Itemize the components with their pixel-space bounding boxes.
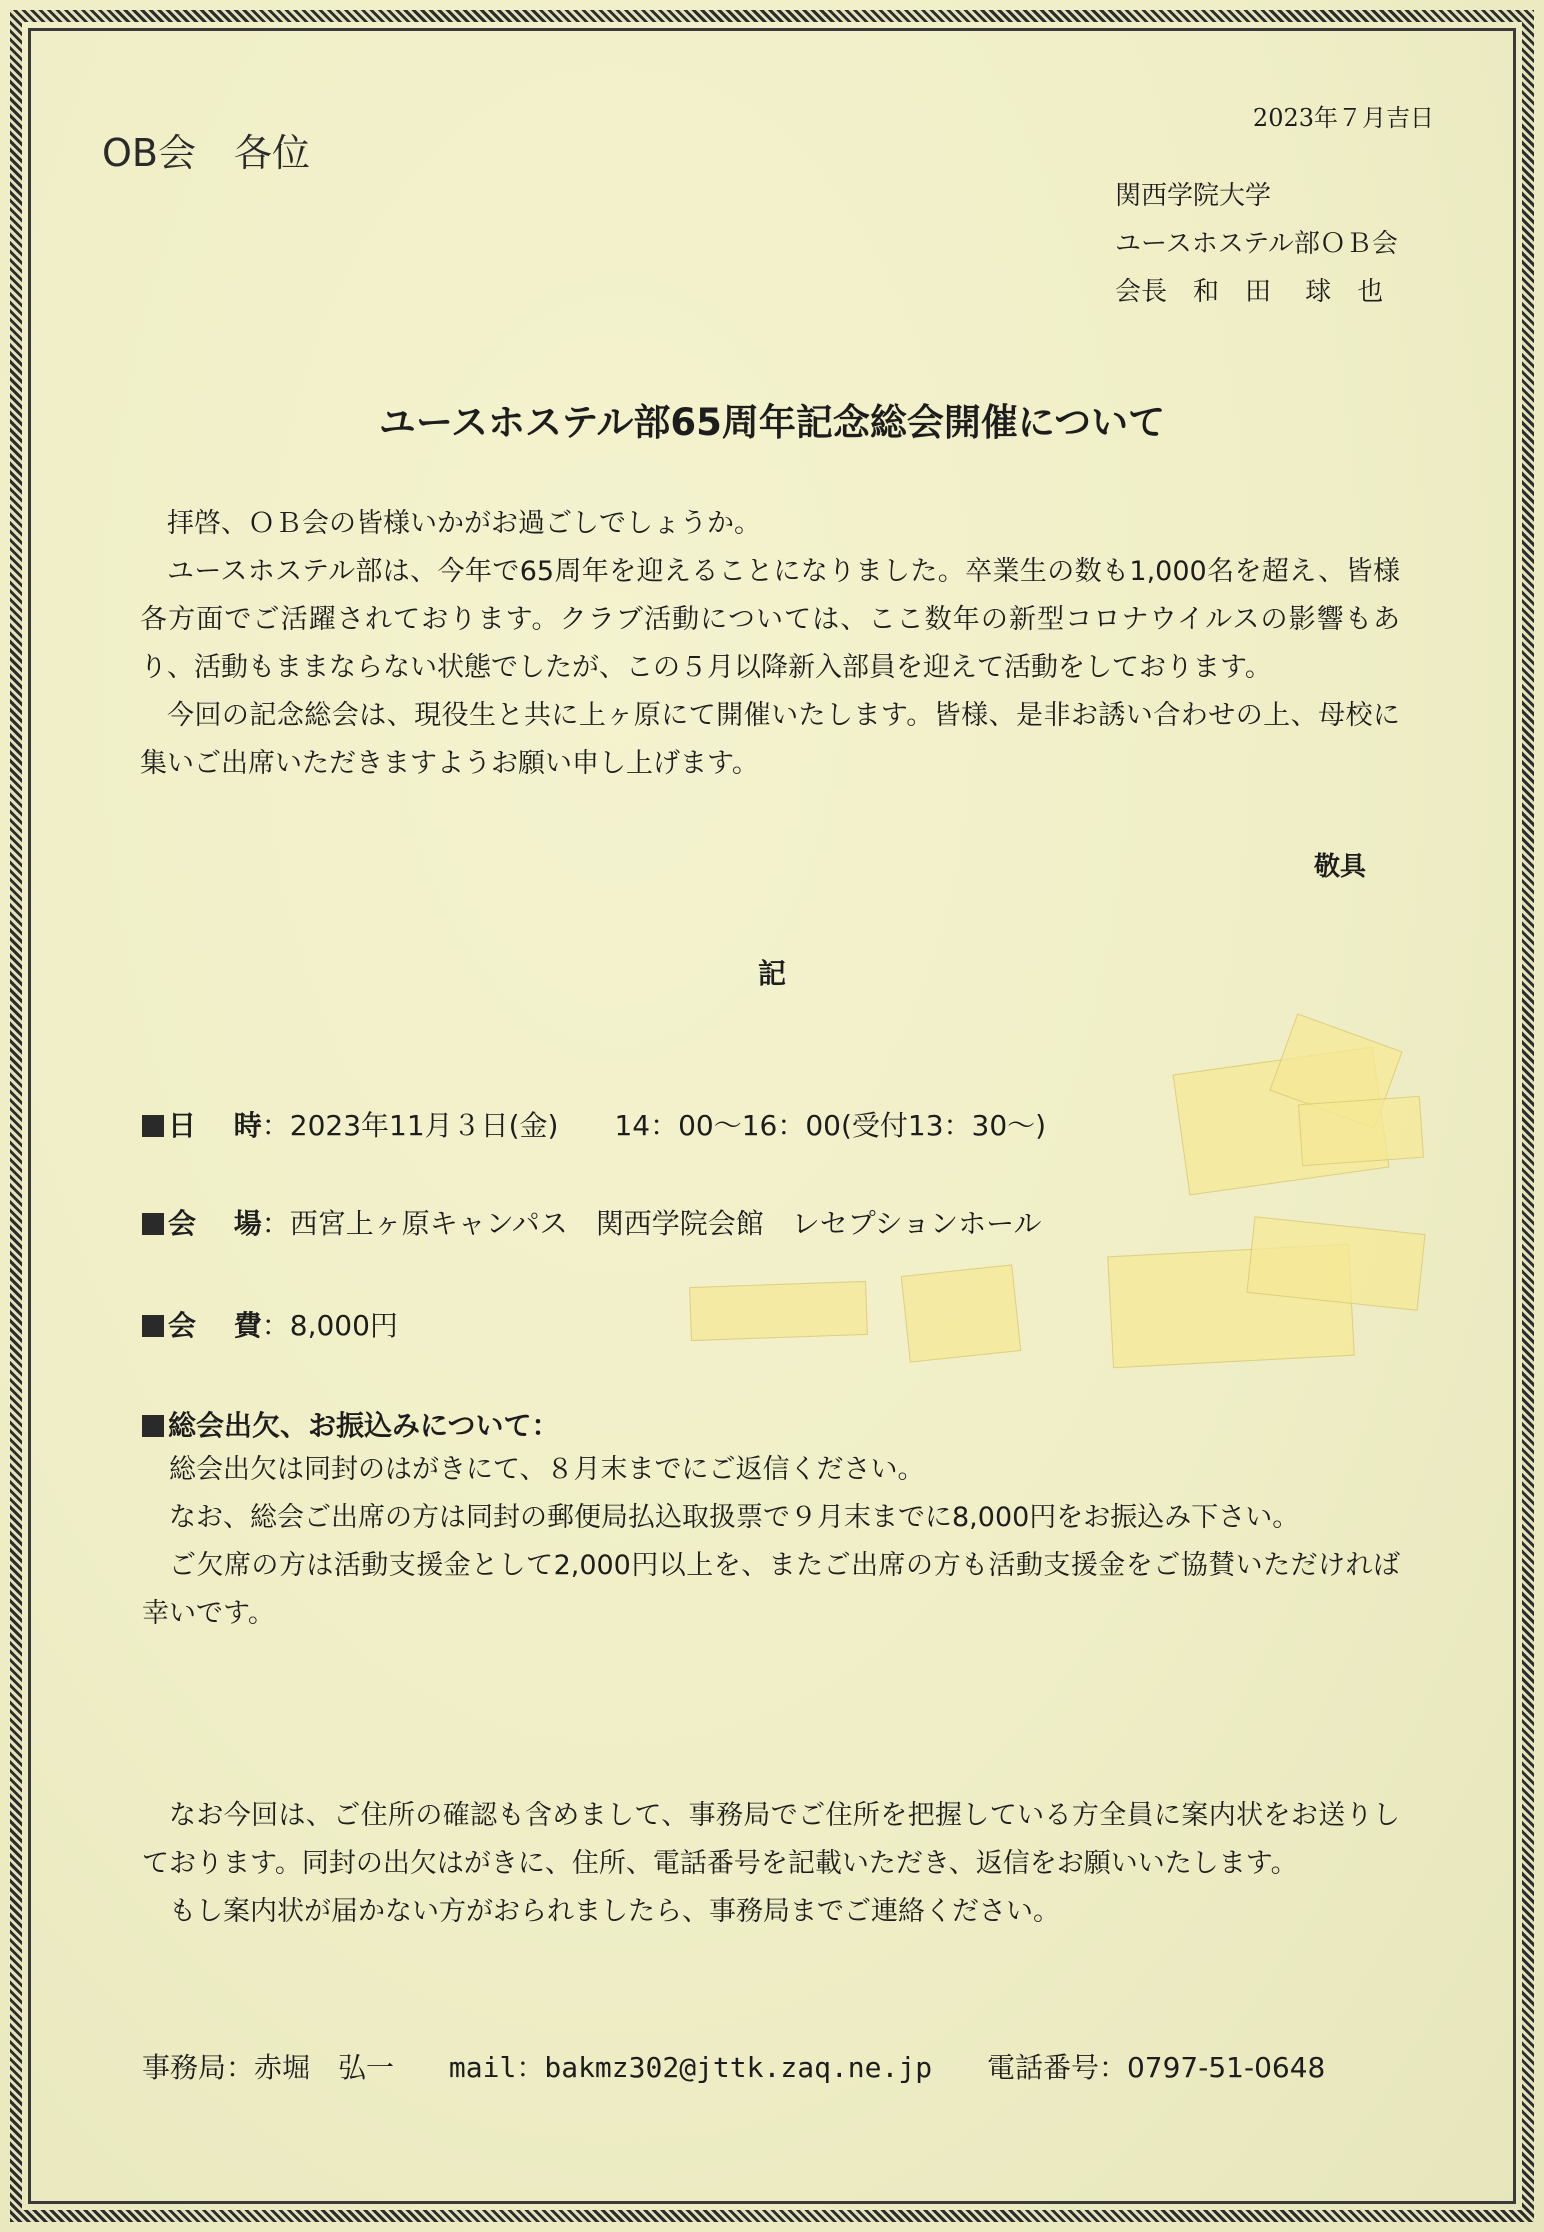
addressee: OB会 各位 <box>102 131 310 175</box>
letter-body <box>140 500 1400 788</box>
detail-fee-value: ：8,000円 <box>261 1309 398 1342</box>
contact-footer <box>142 2046 1371 2086</box>
tape-piece <box>1298 1096 1424 1166</box>
tape-piece <box>689 1281 868 1341</box>
body-paragraph: 拝啓、ＯＢ会の皆様いかがお過ごしでしょうか。 <box>167 508 761 539</box>
detail-venue-value: ：西宮上ヶ原キャンパス 関西学院会館 レセプションホール <box>261 1207 1042 1240</box>
body-paragraph: もし案内状が届かない方がおられましたら、事務局までご連絡ください。 <box>169 1896 1060 1927</box>
sender-university: 関西学院大学 <box>1115 181 1272 211</box>
square-bullet-icon <box>142 1415 164 1437</box>
detail-date-value: ：2023年11月３日(金) 14：00～16：00(受付13：30～) <box>261 1109 1047 1142</box>
detail-fee <box>142 1304 398 1344</box>
email-contact[interactable]: mail：bakmz302@jttk.zaq.ne.jp <box>448 2051 933 2084</box>
square-bullet-icon <box>142 1315 164 1337</box>
detail-date <box>142 1104 1046 1144</box>
body-paragraph: 総会出欠は同封のはがきにて、８月末までにご返信ください。 <box>169 1454 925 1485</box>
phone-contact: 電話番号：0797-51-0648 <box>986 2051 1326 2084</box>
office-contact: 事務局：赤堀 弘一 <box>142 2051 395 2084</box>
detail-date-label: 日 時 <box>168 1109 262 1142</box>
tape-piece <box>901 1264 1021 1362</box>
attendance-text <box>142 1446 1400 1638</box>
body-paragraph: ご欠席の方は活動支援金として2,000円以上を、またご出席の方も活動支援金をご協賛いただければ幸いです。 <box>142 1550 1400 1629</box>
square-bullet-icon <box>142 1115 164 1137</box>
detail-venue <box>142 1202 1042 1242</box>
sender-block <box>1115 172 1398 316</box>
ki-heading: 記 <box>757 957 786 990</box>
letter-title: ユースホステル部65周年記念総会開催について <box>378 401 1166 444</box>
notice-text <box>142 1792 1400 1936</box>
body-paragraph: 今回の記念総会は、現役生と共に上ヶ原にて開催いたします。皆様、是非お誘い合わせの上、母校に集いご出席いただきますようお願い申し上げます。 <box>140 700 1400 779</box>
body-paragraph: なお、総会ご出席の方は同封の郵便局払込取扱票で９月末までに8,000円をお振込み下さい。 <box>169 1502 1300 1533</box>
detail-fee-label: 会 費 <box>168 1309 262 1342</box>
body-paragraph: なお今回は、ご住所の確認も含めまして、事務局でご住所を把握している方全員に案内状をお送りしております。同封の出欠はがきに、住所、電話番号を記載いただき、返信をお願いいたします。 <box>142 1800 1400 1879</box>
letter-date: 2023年７月吉日 <box>1252 104 1434 132</box>
body-paragraph: ユースホステル部は、今年で65周年を迎えることになりました。卒業生の数も1,000名を超え、皆様各方面でご活躍されております。クラブ活動については、ここ数年の新型コロナウイルスの影響もあり、活動もままならない状態でしたが、この５月以降新入部員を迎えて活動をしております。 <box>140 556 1400 683</box>
detail-venue-label: 会 場 <box>168 1207 262 1240</box>
sender-president: 会長 和 田 球 也 <box>1115 277 1384 307</box>
sender-organization: ユースホステル部ＯＢ会 <box>1115 229 1398 259</box>
square-bullet-icon <box>142 1213 164 1235</box>
closing-word: 敬具 <box>1313 852 1366 882</box>
detail-attendance <box>142 1404 559 1444</box>
detail-attendance-label: 総会出欠、お振込みについて： <box>168 1409 560 1442</box>
